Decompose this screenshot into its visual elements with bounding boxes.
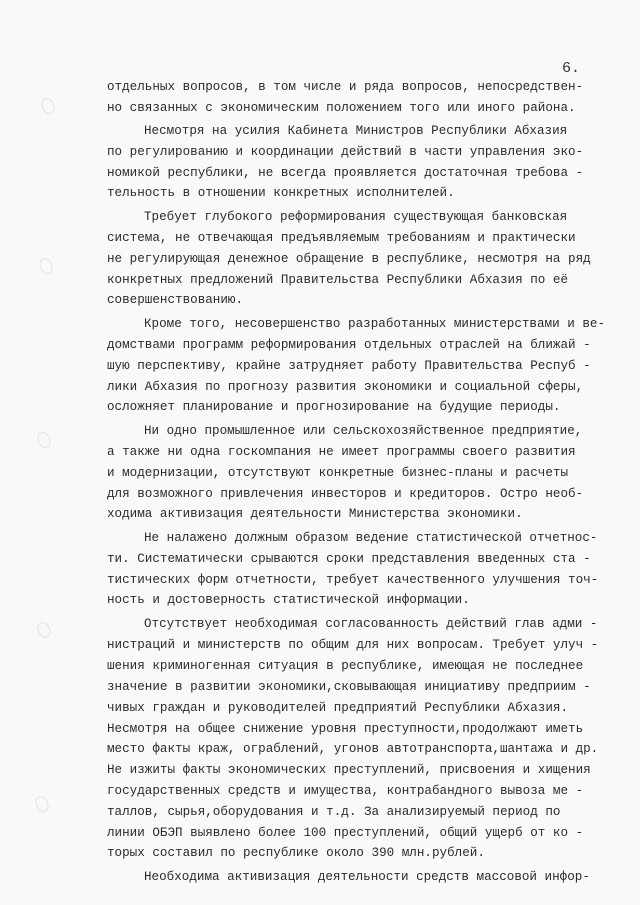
text-line: ность и достоверность статистической информации. <box>107 593 470 607</box>
text-line: Несмотря на усилия Кабинета Министров Республики Абхазия <box>144 124 568 138</box>
text-line: торых составил по республике около 390 млн.рублей. <box>107 846 485 860</box>
text-line: а также ни одна госкомпания не имеет программы своего развития <box>107 445 576 459</box>
binder-hole-mark <box>39 96 57 116</box>
text-line: ти. Систематически срываются сроки представления введенных ста - <box>107 552 591 566</box>
text-line: конкретных предложений Правительства Республики Абхазия по её <box>107 273 569 287</box>
text-line: ходима активизация деятельности Министерства экономики. <box>107 507 523 521</box>
text-line: место факты краж, ограблений, угонов автотранспорта,шантажа и др. <box>107 742 599 756</box>
text-line: Кроме того, несовершенство разработанных министерствами и ве- <box>144 317 606 331</box>
text-line: чивых граждан и руководителей предприятий Республики Абхазия. <box>107 701 569 715</box>
binder-hole-mark <box>35 430 53 450</box>
text-line: лики Абхазия по прогнозу развития экономики и социальной сферы, <box>107 380 584 394</box>
text-line: но связанных с экономическим положением того или иного района. <box>107 101 576 115</box>
text-line: тистических форм отчетности, требует качественного улучшения точ- <box>107 573 599 587</box>
text-line: Не изжиты факты экономических преступлений, присвоения и хищения <box>107 763 591 777</box>
text-line: для возможного привлечения инвесторов и кредиторов. Остро необ- <box>107 487 584 501</box>
text-line: линии ОБЭП выявлено более 100 преступлений, общий ущерб от ко - <box>107 826 584 840</box>
text-line: таллов, сырья,оборудования и т.д. За анализируемый период по <box>107 805 561 819</box>
text-line: Несмотря на общее снижение уровня преступности,продолжают иметь <box>107 722 584 736</box>
text-line: Необходима активизация деятельности средств массовой инфор- <box>144 870 590 884</box>
text-line: Отсутствует необходимая согласованность действий глав адми - <box>144 617 598 631</box>
text-line: отдельных вопросов, в том числе и ряда вопросов, непосредствен- <box>107 80 584 94</box>
text-line: не регулирующая денежное обращение в республике, несмотря на ряд <box>107 252 591 266</box>
binder-hole-mark <box>33 794 51 814</box>
text-line: Не налажено должным образом ведение статистической отчетнос- <box>144 531 598 545</box>
text-line: Ни одно промышленное или сельскохозяйственное предприятие, <box>144 424 583 438</box>
text-line: осложняет планирование и прогнозирование на будущие периоды. <box>107 400 561 414</box>
text-line: шую перспективу, крайне затрудняет работу Правительства Респуб - <box>107 359 591 373</box>
binder-hole-mark <box>37 256 55 276</box>
text-line: государственных средств и имущества, контрабандного вывоза ме - <box>107 784 584 798</box>
text-line: номикой республики, не всегда проявляется достаточная требова - <box>107 166 584 180</box>
text-line: значение в развитии экономики,сковывающая инициативу предприим - <box>107 680 591 694</box>
text-line: нистраций и министерств по общим для них вопросам. Требует улуч - <box>107 638 599 652</box>
text-line: тельность в отношении конкретных исполнителей. <box>107 186 455 200</box>
text-line: и модернизации, отсутствуют конкретные бизнес-планы и расчеты <box>107 466 569 480</box>
binder-hole-mark <box>35 620 53 640</box>
text-line: совершенствованию. <box>107 293 244 307</box>
text-line: по регулированию и координации действий в части управления эко- <box>107 145 584 159</box>
page-number: 6. <box>562 60 581 77</box>
text-line: Требует глубокого реформирования существующая банковская <box>144 210 568 224</box>
text-line: шения криминогенная ситуация в республике, имеющая не последнее <box>107 659 584 673</box>
text-line: домствами программ реформирования отдельных отраслей на ближай - <box>107 338 591 352</box>
text-line: система, не отвечающая предъявляемым требованиям и практически <box>107 231 576 245</box>
